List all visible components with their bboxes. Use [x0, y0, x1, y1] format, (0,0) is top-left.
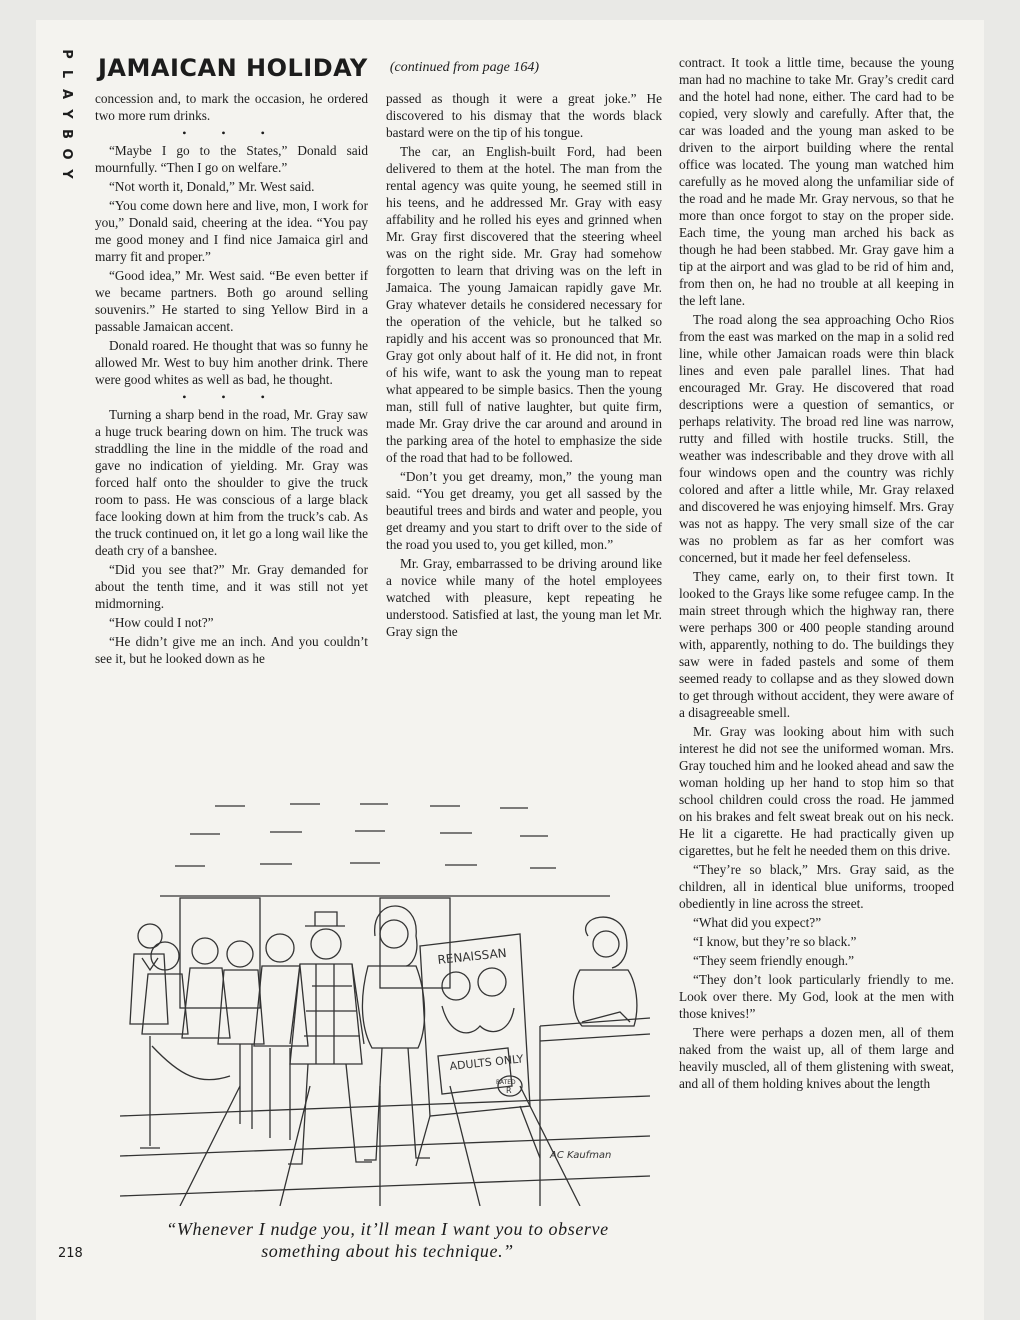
paragraph: “You come down here and live, mon, I work for you,” Donald said, cheering at the idea. “You pay me good money and I find nice Jamaica girl and marry fit and proper.” [95, 198, 368, 264]
movie-poster-icon [416, 934, 540, 1166]
paragraph: “They seem friendly enough.” [693, 953, 854, 968]
magazine-letter: Y [59, 109, 74, 119]
continued-note: (continued from page 164) [389, 60, 539, 75]
text-column-2 [386, 90, 662, 642]
paragraph: Mr. Gray was looking about him with such interest he did not see the uniformed woman. Mrs. Gray touched him and he looked ahead and saw the woman holding up her hand to stop him so that school children could cross the road. He jammed on his brakes and felt sweat break out on his neck. He lit a cigarette. He had practically given up cigarettes, but he felt he needed them on this drive. [679, 724, 954, 858]
magazine-letter: B [59, 129, 74, 139]
woman-in-cape-icon [362, 906, 430, 1160]
paragraph: The car, an English-built Ford, had been delivered to them at the hotel. The man from the rental agency was quite young, he seemed still in his teens, and he addressed Mr. Gray with easy affability and he rolled his eyes and grinned when Mr. Gray first discovered that the steering wheel was on the right side. Mr. Gray had somehow forgotten to learn that driving was on the left in Jamaica. The young Jamaican rapidly gave Mr. Gray whatever details he considered necessary for the operation of the vehicle, but he talked so rapidly and his accent was so pronounced that Mr. Gray got only about half of it. He did not, in front of his wife, want to ask the young man to repeat what appeared to be simple basics. Then the young man, still full of native laughter, but quite firm, made Mr. Gray drive the car around and around in the parking area of the hotel to emphasize the side of the road that had to be followed. [386, 144, 662, 465]
cartoonist-signature: AC Kaufman [550, 1150, 612, 1161]
paragraph: passed as though it were a great joke.” He discovered to his dismay that the words black bastard were on the tip of his tongue. [386, 91, 662, 140]
poster-rating: RATED [496, 1079, 516, 1086]
cartoon-caption: “Whenever I nudge you, it’ll mean I want you to observe something about his technique.” [166, 1219, 609, 1261]
section-break: • • • [182, 390, 281, 404]
queue-people-icon [142, 934, 308, 1140]
paragraph: “He didn’t give me an inch. And you couldn’t see it, but he looked down as he [95, 634, 368, 666]
page-number: 218 [58, 1246, 83, 1261]
paragraph: concession and, to mark the occasion, he ordered two more rum drinks. [95, 91, 368, 123]
paragraph: “They don’t look particularly friendly to me. Look over there. My God, look at the men with those knives!” [679, 972, 954, 1021]
magazine-name-vertical [58, 44, 74, 184]
article-header [98, 54, 539, 84]
poster-rating-letter: R [506, 1086, 512, 1095]
paragraph: The road along the sea approaching Ocho Rios from the east was marked on the map in a solid red line, while other Jamaican roads were thin black lines and even pale parallel lines. That had encouraged Mr. Gray. He discovered that road descriptions were a question of semantics, or perhaps relativity. The broad red line was narrow, rutty and filled with hostile trucks. Still, the weather was indescribable and they drove with all four windows open and the country was richly colored and after a little while, Mr. Gray relaxed and discovered he was enjoying himself. Mrs. Gray was not as happy. The very small size of the car was no problem as far as her comfort was concerned, but it made her feel defenseless. [679, 312, 954, 565]
text-column-1 [95, 90, 368, 669]
paragraph: “They’re so black,” Mrs. Gray said, as the children, all in identical blue uniforms, trooped obediently in line across the street. [679, 862, 954, 911]
paragraph: Donald roared. He thought that was so funny he allowed Mr. West to buy him another drink. There were good whites as well as bad, he thought. [95, 338, 368, 387]
paragraph: “Good idea,” Mr. West said. “Be even better if we became partners. Both go around selling souvenirs.” He started to sing Yellow Bird in a passable Jamaican accent. [95, 268, 368, 334]
text-column-3 [679, 54, 954, 1094]
paragraph: “Don’t you get dreamy, mon,” the young man said. “You get dreamy, you get all sassed by the beautiful trees and birds and water and people, you get dreamy and you start to drift over to the side of the road you used to, you get killed, mon.” [386, 469, 662, 552]
ticket-booth-icon [540, 917, 650, 1206]
paragraph: “Not worth it, Donald,” Mr. West said. [109, 179, 315, 194]
paragraph: There were perhaps a dozen men, all of them naked from the waist up, all of them large and heavily muscled, all of them glistening with sweat, and all of them holding knives about the length [679, 1025, 954, 1091]
paragraph: “I know, but they’re so black.” [693, 934, 857, 949]
article-title: JAMAICAN HOLIDAY [98, 54, 368, 82]
magazine-letter: A [59, 88, 74, 100]
magazine-letter: L [59, 69, 74, 79]
poster-sign: ADULTS ONLY [448, 1052, 525, 1073]
paragraph: They came, early on, to their first town. It looked to the Grays like some refugee camp. In the main street through which the highway ran, there were perhaps 300 or 400 people standing around with, apparently, nothing to do. The buildings they saw were in faded pastels and some of them seemed ready to collapse and as they slowed down to get through without accident, they were aware of a disagreeable smell. [679, 569, 954, 720]
paragraph: “How could I not?” [109, 615, 214, 630]
poster-title: RENAISSAN [436, 945, 508, 967]
paragraph: “Did you see that?” Mr. Gray demanded for about the tenth time, and it was still not yet midmorning. [95, 562, 368, 611]
paragraph: Turning a sharp bend in the road, Mr. Gray saw a huge truck bearing down on him. The truck was straddling the line in the middle of the road and gave no indication of yielding. Mr. Gray was forced half onto the shoulder to give the truck room to pass. He was conscious of a large black face looking down at him from the truck’s cab. As the truck continued on, it let go a long wail like the death cry of a banshee. [95, 407, 368, 558]
magazine-letter: O [59, 148, 74, 160]
paragraph: “Maybe I go to the States,” Donald said mournfully. “Then I go on welfare.” [95, 143, 368, 175]
paragraph: Mr. Gray, embarrassed to be driving around like a novice while many of the hotel employees watched with pleasure, kept repeating he understood. Satisfied at last, the young man let Mr. Gray sign the [386, 556, 662, 639]
paragraph: contract. It took a little time, because the young man had no machine to take Mr. Gray’s credit card and the hotel had none, either. The card had to be copied, very slowly and carefully. After that, the car was loaded and the young man asked to be driven to the airport building where the rental office was located. The young man watched him carefully as he moved along the unfamiliar side of the road and he made Mr. Gray nervous, so that he more than once forgot to stay on the proper side. Each time, the young man arched his back as though he had been stabbed. Mr. Gray gave him a tip at the airport and was glad to be rid of him and, from then on, he had no trouble at all keeping in the left lane. [679, 55, 954, 308]
magazine-letter: Y [59, 169, 74, 179]
cartoon-illustration [120, 786, 650, 1206]
ceiling-lights-icon [175, 804, 556, 868]
section-break: • • • [182, 126, 281, 140]
paragraph: “What did you expect?” [693, 915, 822, 930]
magazine-letter: P [59, 49, 74, 59]
